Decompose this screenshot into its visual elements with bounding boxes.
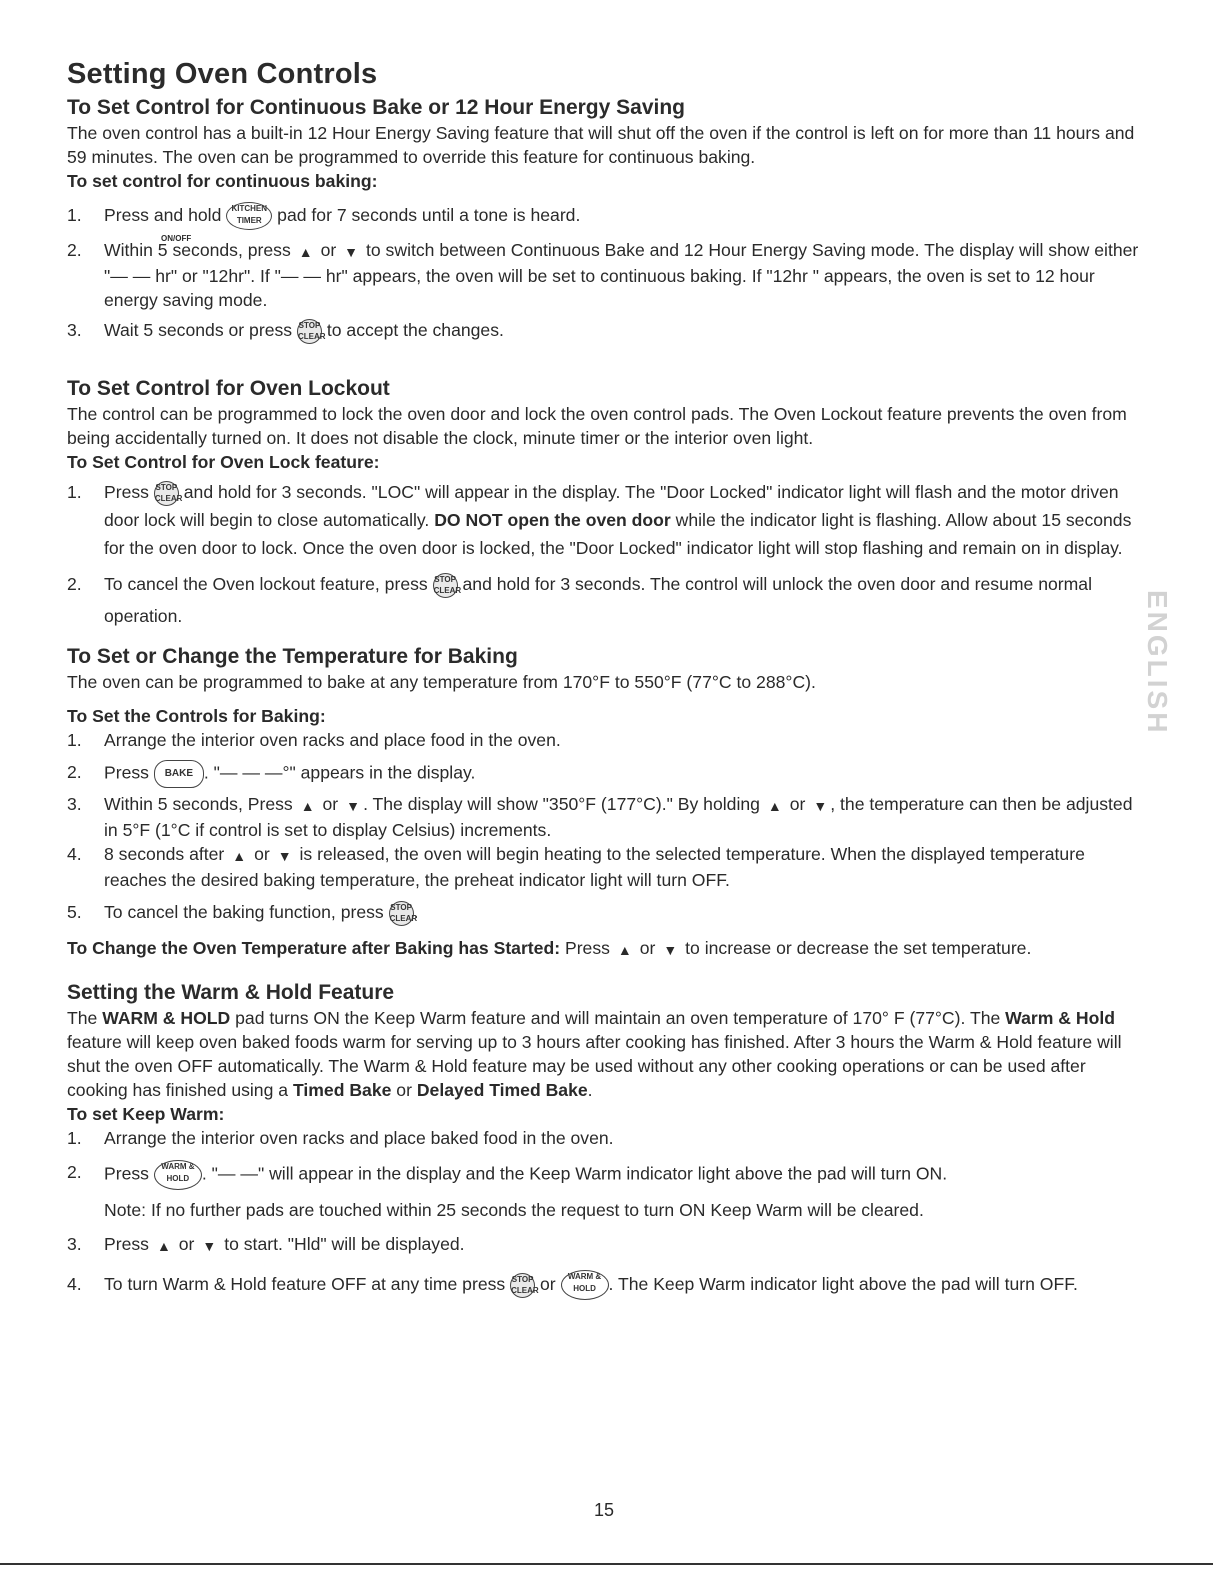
list-item: 1. Arrange the interior oven racks and place food in the oven.: [67, 730, 561, 751]
list-item: 3. Within 5 seconds, Press ▲ or ▼ . The display will show "350°F (177°C)." By holding ▲ or ▼ , the temperature can then be adjusted in 5°F (1°C if control is set to display Celsius) increments.: [67, 794, 1133, 841]
note-text: Note: If no further pads are touched within 25 seconds the request to turn ON Keep Warm will be cleared.: [104, 1200, 924, 1221]
section-intro: The WARM & HOLD pad turns ON the Keep Warm feature and will maintain an oven temperature of 170° F (77°C). The Warm & Hold feature will keep oven baked foods warm for serving up to 3 hours after cooking has finished. After 3 hours the Warm & Hold feature will shut the oven OFF automatically. The Warm & Hold feature may be used without any other cooking operations or can be used after cooking has finished using a Timed Bake or Delayed Timed Bake.: [67, 1008, 1122, 1101]
list-item: 5. To cancel the baking function, press STOP CLEAR.: [67, 900, 1142, 926]
section-heading-warm-hold: Setting the Warm & Hold Feature: [67, 981, 395, 1005]
section-heading-temperature: To Set or Change the Temperature for Baking: [67, 645, 518, 669]
kitchen-timer-pad-icon: KITCHEN TIMER: [226, 202, 272, 230]
steps-list: [67, 201, 1142, 344]
section-intro: The oven can be programmed to bake at any temperature from 170°F to 550°F (77°C to 288°C).: [67, 672, 816, 693]
subheading: To Set Control for Oven Lock feature:: [67, 452, 380, 473]
section-heading-continuous-bake: To Set Control for Continuous Bake or 12 Hour Energy Saving: [67, 96, 686, 119]
steps-list: [67, 478, 1142, 632]
stop-clear-pad-icon: STOP CLEAR: [510, 1273, 535, 1298]
warning-text: DO NOT open the oven door: [434, 510, 671, 531]
up-arrow-icon: ▲: [617, 942, 632, 959]
stop-clear-pad-icon: STOP CLEAR: [389, 901, 414, 926]
change-temperature-note: To Change the Oven Temperature after Baking has Started: Press ▲ or ▼ to increase or decrease the set temperature.: [67, 936, 1142, 962]
warm-hold-pad-icon: WARM & HOLD: [561, 1270, 609, 1300]
up-arrow-icon: ▲: [300, 798, 315, 815]
section-heading-oven-lockout: To Set Control for Oven Lockout: [67, 377, 390, 401]
subheading: To set control for continuous baking:: [67, 171, 378, 191]
list-item: 2. Press BAKE . "— — —°" appears in the display.: [67, 760, 1142, 788]
list-item: 2. Within 5 seconds, press ▲ or ▼ to switch between Continuous Bake and 12 Hour Energy Saving mode. The display will show either "— — hr" or "12hr". If "— — hr" appears, the oven will be set to continuous baking. If "12hr " appears, the oven is set to 12 hour energy saving mode.: [67, 240, 1139, 311]
list-item: 1. Press STOP CLEAR and hold for 3 seconds. "LOC" will appear in the display. The "Door Locked" indicator light will flash and the motor driven door lock will begin to close automatically. DO NOT open the oven door while the indicator light is flashing. Allow about 15 seconds for the oven door to lock. Once the oven door is locked, the "Door Locked" indicator light will stop flashing and remain on in display.: [67, 482, 1132, 559]
warm-hold-pad-icon: WARM & HOLD: [154, 1160, 202, 1190]
list-item: 2. Press WARM & HOLD . "— —" will appear in the display and the Keep Warm indicator light above the pad will turn ON. Note: If no further pads are touched within 25 seconds the request to turn ON Keep Warm will be cleared.: [67, 1160, 1142, 1222]
language-side-tab: ENGLISH: [1142, 590, 1173, 736]
list-item: 3. Press ▲ or ▼ to start. "Hld" will be displayed.: [67, 1232, 1142, 1258]
down-arrow-icon: ▼: [344, 244, 359, 261]
list-item: 1. Arrange the interior oven racks and place baked food in the oven.: [67, 1128, 614, 1149]
subheading: To set Keep Warm:: [67, 1104, 225, 1125]
page-content: [67, 58, 1142, 1300]
up-arrow-icon: ▲: [298, 244, 313, 261]
down-arrow-icon: ▼: [346, 798, 360, 815]
up-arrow-icon: ▲: [767, 798, 782, 815]
down-arrow-icon: ▼: [202, 1238, 217, 1255]
steps-list: [67, 1126, 1142, 1300]
list-item: 4. To turn Warm & Hold feature OFF at any time press STOP CLEAR or WARM & HOLD . The Keep Warm indicator light above the pad will turn OFF.: [67, 1268, 1142, 1300]
down-arrow-icon: ▼: [663, 942, 678, 959]
list-item: 2. To cancel the Oven lockout feature, press STOP CLEAR and hold for 3 seconds. The control will unlock the oven door and resume normal operation.: [67, 574, 1093, 627]
down-arrow-icon: ▼: [813, 798, 828, 815]
onoff-label: ON/OFF: [161, 234, 192, 243]
list-item: 4. 8 seconds after ▲ or ▼ is released, the oven will begin heating to the selected temperature. When the displayed temperature reaches the desired baking temperature, the preheat indicator light will turn OFF.: [67, 844, 1085, 891]
stop-clear-pad-icon: STOP CLEAR: [433, 573, 458, 598]
up-arrow-icon: ▲: [156, 1238, 171, 1255]
list-item: 1. Press and hold KITCHEN TIMER pad for 7 seconds until a tone is heard. ON/OFF: [67, 201, 1142, 230]
stop-clear-pad-icon: STOP CLEAR: [154, 481, 179, 506]
page-title: Setting Oven Controls: [67, 58, 378, 90]
down-arrow-icon: ▼: [277, 848, 292, 865]
bake-pad-icon: BAKE: [154, 760, 204, 788]
bottom-rule: [0, 1563, 1213, 1565]
section-intro: The control can be programmed to lock the oven door and lock the oven control pads. The Oven Lockout feature prevents the oven from being accidentally turned on. It does not disable the clock, minute timer or the interior oven light.: [67, 404, 1127, 449]
subheading: To Set the Controls for Baking:: [67, 706, 326, 727]
up-arrow-icon: ▲: [232, 848, 247, 865]
stop-clear-pad-icon: STOP CLEAR: [297, 319, 322, 344]
list-item: 3. Wait 5 seconds or press STOP CLEAR to accept the changes.: [67, 318, 1142, 344]
page-number: 15: [594, 1500, 615, 1520]
steps-list: [67, 728, 1142, 926]
section-intro: The oven control has a built-in 12 Hour Energy Saving feature that will shut off the oven if the control is left on for more than 11 hours and 59 minutes. The oven can be programmed to override this feature for continuous baking.: [67, 123, 1135, 167]
